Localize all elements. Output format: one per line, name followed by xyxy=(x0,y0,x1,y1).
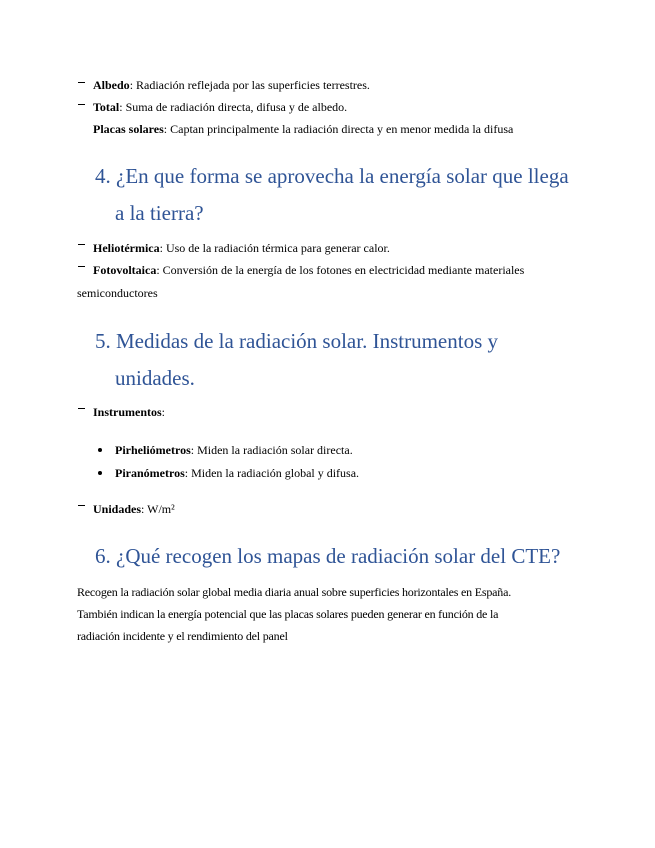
description: : Suma de radiación directa, difusa y de albedo. xyxy=(119,100,348,114)
heading-line-1: ¿En que forma se aprovecha la energía solar que llega xyxy=(116,164,569,188)
term: Unidades xyxy=(93,502,142,516)
dash-bullet xyxy=(78,80,85,83)
list-item-heliotermica xyxy=(93,240,390,256)
dash-bullet xyxy=(78,264,85,267)
paragraph-line: También indican la energía potencial que las placas solares pueden generar en función de la xyxy=(77,607,499,621)
list-item-pirheliometros xyxy=(115,442,353,458)
list-item-total xyxy=(93,99,347,115)
term: Total xyxy=(93,100,120,114)
dash-bullet xyxy=(78,406,85,409)
bullet-dot xyxy=(98,448,102,452)
description: : Uso de la radiación térmica para generar calor. xyxy=(159,241,390,255)
heading-number: 6. xyxy=(95,544,111,568)
heading-4 xyxy=(95,163,569,189)
term: Albedo xyxy=(93,78,130,92)
list-item-unidades xyxy=(93,501,175,517)
paragraph-line: radiación incidente y el rendimiento del panel xyxy=(77,629,288,643)
description: : xyxy=(161,405,166,419)
description: : Conversión de la energía de los fotones en electricidad mediante materiales xyxy=(156,263,525,277)
list-item-fotovoltaica xyxy=(93,262,524,278)
heading-line-1: Medidas de la radiación solar. Instrumentos y xyxy=(116,329,498,353)
heading-number: 5. xyxy=(95,329,111,353)
heading-4-continued xyxy=(115,200,204,226)
description: : Miden la radiación solar directa. xyxy=(190,443,353,457)
dash-bullet xyxy=(78,242,85,245)
heading-line-2: a la tierra? xyxy=(115,201,204,225)
term: Piranómetros xyxy=(115,466,185,480)
term: Instrumentos xyxy=(93,405,162,419)
dash-bullet xyxy=(78,503,85,506)
description: : Miden la radiación global y difusa. xyxy=(184,466,360,480)
list-item-albedo xyxy=(93,77,370,93)
term: Fotovoltaica xyxy=(93,263,157,277)
list-item-placas-solares xyxy=(93,121,513,137)
list-item-instrumentos xyxy=(93,404,165,420)
description: : Radiación reflejada por las superficies terrestres. xyxy=(129,78,370,92)
bullet-dot xyxy=(98,471,102,475)
list-item-piranometros xyxy=(115,465,359,481)
heading-number: 4. xyxy=(95,164,111,188)
heading-line-2: unidades. xyxy=(115,366,195,390)
heading-5 xyxy=(95,328,498,354)
dash-bullet xyxy=(78,102,85,105)
heading-6 xyxy=(95,543,560,569)
description: : W/m² xyxy=(141,502,175,516)
term: Placas solares xyxy=(93,122,164,136)
list-item-continuation: semiconductores xyxy=(77,286,158,300)
description: : Captan principalmente la radiación directa y en menor medida la difusa xyxy=(163,122,514,136)
paragraph-line: Recogen la radiación solar global media diaria anual sobre superficies horizontales en España. xyxy=(77,585,512,599)
term: Pirheliómetros xyxy=(115,443,191,457)
heading-5-continued xyxy=(115,365,195,391)
heading-line-1: ¿Qué recogen los mapas de radiación solar del CTE? xyxy=(116,544,561,568)
term: Heliotérmica xyxy=(93,241,160,255)
